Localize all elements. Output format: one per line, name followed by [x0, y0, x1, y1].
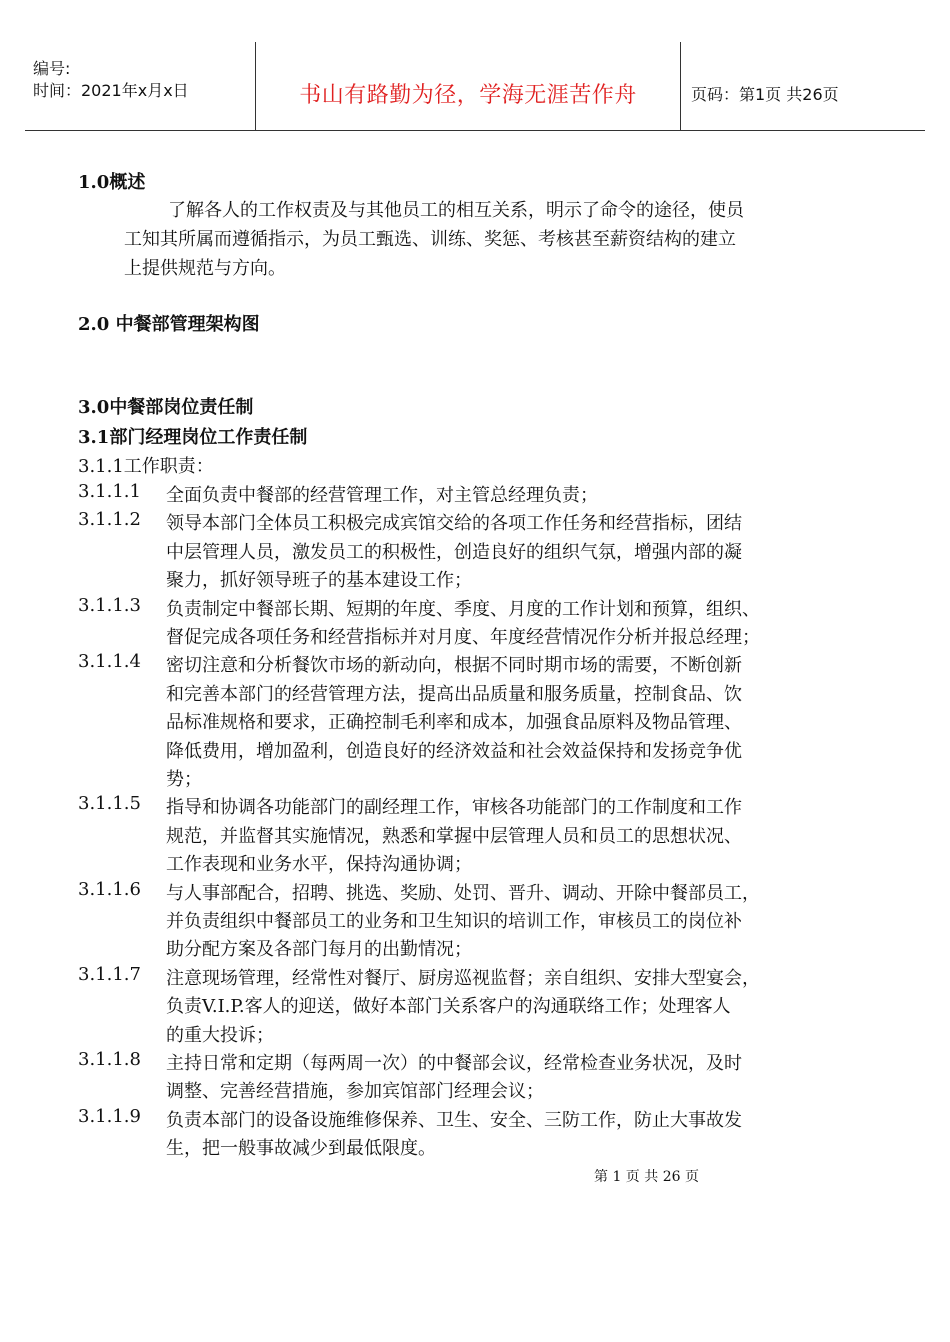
duty-item-text-line: 降低费用，增加盈利，创造良好的经济效益和社会效益保持和发扬竞争优	[166, 740, 742, 762]
header-motto-cell	[255, 42, 681, 130]
duty-item-text-line: 指导和协调各功能部门的副经理工作，审核各功能部门的工作制度和工作	[166, 797, 742, 819]
section-2-title: 2.0 中餐部管理架构图	[78, 314, 260, 335]
duty-item-text-line: 势；	[166, 768, 202, 790]
duty-item-text-line: 品标准规格和要求，正确控制毛利率和成本，加强食品原料及物品管理、	[166, 712, 742, 734]
duty-item-text-line: 注意现场管理，经常性对餐厅、厨房巡视监督；亲自组织、安排大型宴会，	[166, 967, 760, 989]
page-header	[25, 42, 925, 131]
duty-item-text-line: 和完善本部门的经营管理方法，提高出品质量和服务质量，控制食品、饮	[166, 683, 742, 705]
duty-item-number: 3.1.1.8	[78, 1049, 141, 1070]
duty-item-number: 3.1.1.9	[78, 1105, 141, 1127]
duty-item-text-line: 密切注意和分析餐饮市场的新动向，根据不同时期市场的需要，不断创新	[166, 655, 742, 677]
duty-item-number: 3.1.1.5	[78, 793, 141, 815]
duty-item-text-line: 生，把一般事故减少到最低限度。	[166, 1138, 436, 1160]
duty-item-number: 3.1.1.3	[78, 594, 141, 616]
section-1-paragraph-line: 上提供规范与方向。	[124, 258, 286, 279]
section-1-title: 1.0概述	[78, 172, 146, 193]
duty-item-number: 3.1.1.4	[78, 651, 141, 673]
duty-item-text-line: 中层管理人员，激发员工的积极性，创造良好的组织气氛，增强内部的凝	[166, 541, 742, 563]
duty-item-text-line: 与人事部配合，招聘、挑选、奖励、处罚、晋升、调动、开除中餐部员工，	[166, 882, 760, 904]
duty-item-number: 3.1.1.2	[78, 509, 141, 531]
duty-item-text-line: 工作表现和业务水平，保持沟通协调；	[166, 854, 472, 876]
header-page-number: 页码：第1页 共26页	[691, 85, 839, 104]
duty-item-text-line: 助分配方案及各部门每月的出勤情况；	[166, 939, 472, 961]
document-number-label: 编号:	[33, 59, 71, 78]
duty-item-text-line: 领导本部门全体员工积极完成宾馆交给的各项工作任务和经营指标，团结	[166, 513, 742, 535]
duty-item-text-line: 负责制定中餐部长期、短期的年度、季度、月度的工作计划和预算，组织、	[166, 598, 760, 620]
section-1-paragraph-line: 工知其所属而遵循指示，为员工甄选、训练、奖惩、考核甚至薪资结构的建立	[124, 229, 736, 250]
section-3-1-title: 3.1部门经理岗位工作责任制	[78, 427, 308, 448]
motto-text: 书山有路勤为径，学海无涯苦作舟	[299, 83, 637, 108]
duty-item-text-line: 负责本部门的设备设施维修保养、卫生、安全、三防工作，防止大事故发	[166, 1109, 742, 1131]
duties-label: 3.1.1工作职责：	[78, 456, 214, 477]
section-1-paragraph-line: 了解各人的工作权责及与其他员工的相互关系，明示了命令的途径，使员	[168, 200, 744, 221]
duty-item-number: 3.1.1.1	[78, 481, 141, 502]
header-page-cell	[679, 42, 925, 130]
duty-item-text-line: 并负责组织中餐部员工的业务和卫生知识的培训工作，审核员工的岗位补	[166, 910, 742, 932]
duty-item-text-line: 主持日常和定期（每两周一次）的中餐部会议，经常检查业务状况，及时	[166, 1053, 742, 1074]
duty-item-number: 3.1.1.6	[78, 878, 141, 900]
document-time-label: 时间：2021年x月x日	[33, 81, 189, 100]
duty-item-text-line: 聚力，抓好领导班子的基本建设工作；	[166, 570, 472, 592]
duty-item-text-line: 调整、完善经营措施，参加宾馆部门经理会议；	[166, 1081, 544, 1103]
section-3-title: 3.0中餐部岗位责任制	[78, 397, 254, 418]
duty-item-text-line: 负责V.I.P.客人的迎送，做好本部门关系客户的沟通联络工作；处理客人	[166, 996, 731, 1018]
duty-item-text-line: 规范，并监督其实施情况，熟悉和掌握中层管理人员和员工的思想状况、	[166, 825, 742, 847]
duty-item-number: 3.1.1.7	[78, 963, 141, 985]
duty-item-text-line: 全面负责中餐部的经营管理工作，对主管总经理负责；	[166, 485, 598, 506]
header-info-cell	[25, 42, 255, 130]
duty-item-text-line: 的重大投诉；	[166, 1024, 274, 1046]
duty-item-text-line: 督促完成各项任务和经营指标并对月度、年度经营情况作分析并报总经理；	[166, 626, 760, 648]
page-footer: 第 1 页 共 26 页	[594, 1169, 699, 1185]
